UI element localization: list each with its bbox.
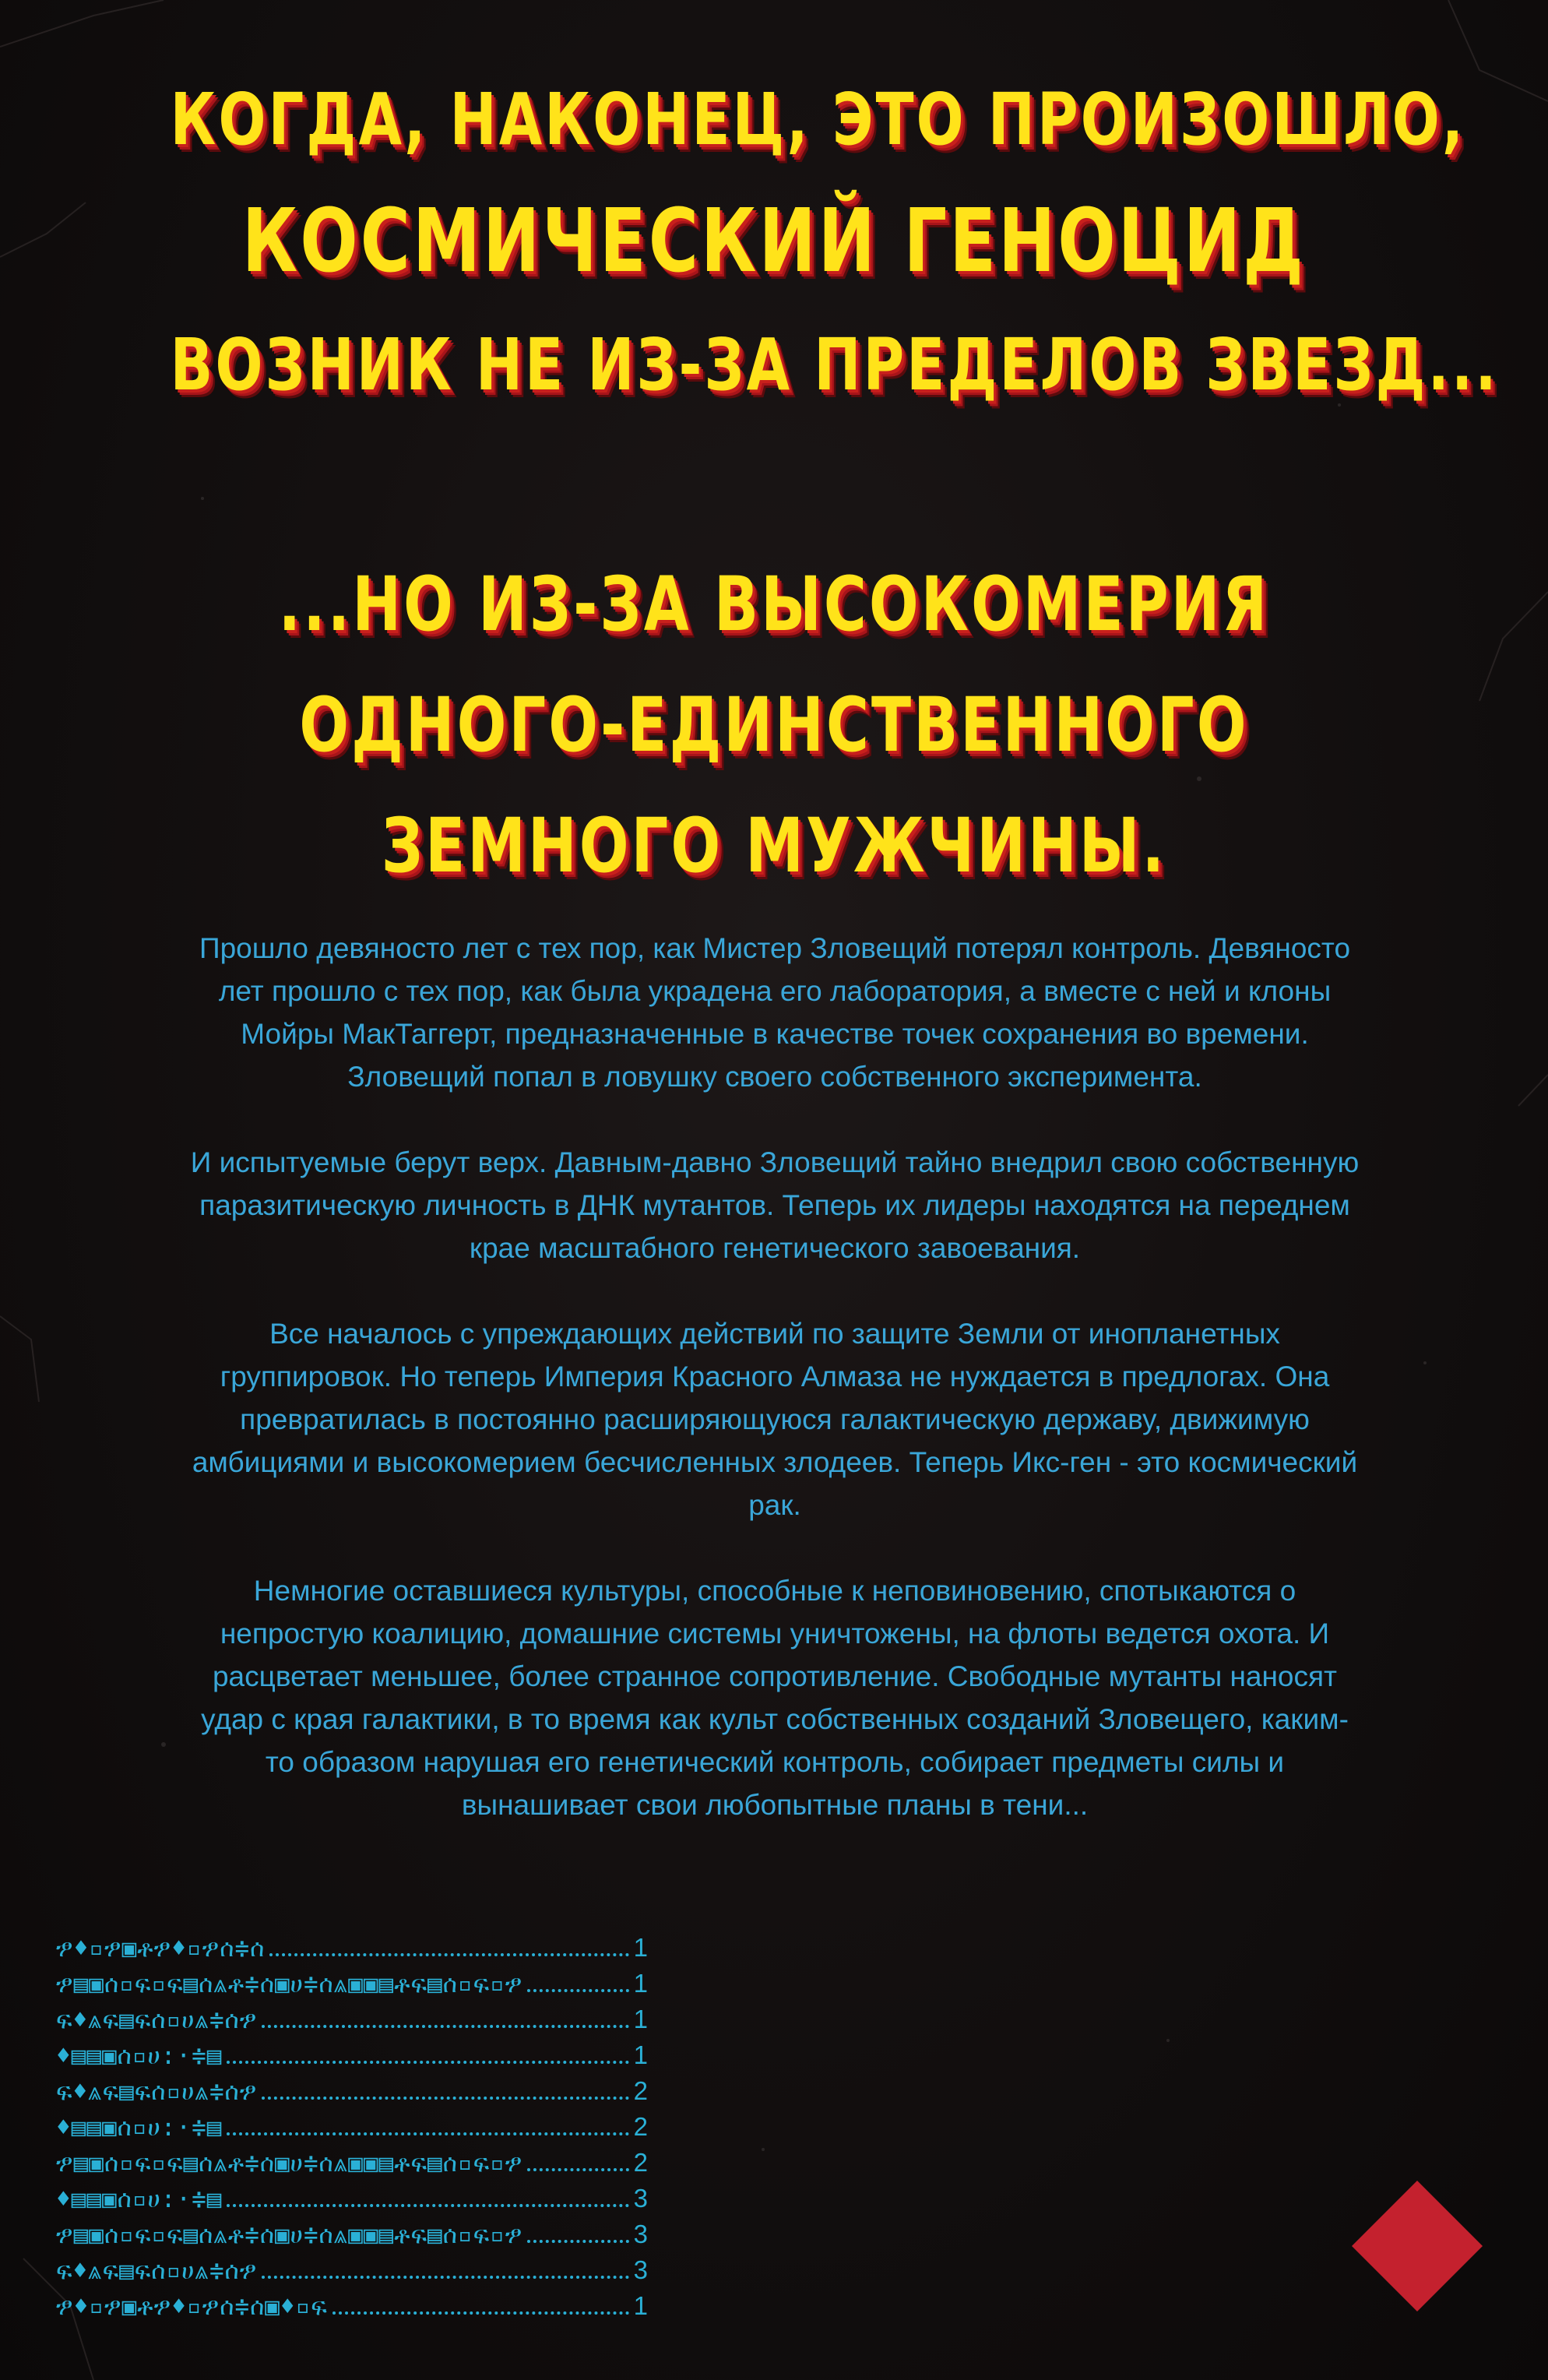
toc-leader-dots xyxy=(332,2291,629,2315)
intro-paragraph-2: И испытуемые берут верх. Давным-давно Зловещий тайно внедрил свою собственную паразитическую личность в ДНК мутантов. Теперь их лидеры находятся на переднем крае масштабного генетического завоевания. xyxy=(190,1146,1360,1264)
toc-leader-dots xyxy=(527,2148,628,2171)
toc-entry xyxy=(56,2148,648,2184)
toc-leader-dots xyxy=(527,1969,628,1992)
intro-paragraph-1: Прошло девяносто лет с тех пор, как Мистер Зловещий потерял контроль. Девяносто лет прошло с тех пор, как была украдена его лаборатория, а вместе с ней и клоны Мойры МакТаггерт, предназначенные в качестве точек сохранения во времени. Зловещий попал в ловушку своего собственного эксперимента. xyxy=(199,932,1351,1093)
toc-entry-code: ♦▤▤▣ሰ▫ሀ:·≑▤ xyxy=(56,2185,223,2213)
toc-leader-dots xyxy=(269,1933,628,1956)
toc-entry-page: 1 xyxy=(633,1933,648,1962)
toc-entry-code: ♦▤▤▣ሰ▫ሀ:·≑▤ xyxy=(56,2042,223,2070)
headline-line-2: КОСМИЧЕСКИЙ ГЕНОЦИД xyxy=(241,191,1307,292)
headline-line-1: КОГДА, НАКОНЕЦ, ЭТО ПРОИЗОШЛО, xyxy=(170,78,1466,161)
toc-entry-page: 2 xyxy=(633,2148,648,2177)
toc-entry-code: ፍ♦⩓ፍ▤ፍሰ▫ሀ⩓≑ሰፇ xyxy=(56,2006,258,2034)
toc-entry-page: 1 xyxy=(633,1969,648,1998)
toc-entry xyxy=(56,2076,648,2112)
toc-entry-page: 3 xyxy=(633,2255,648,2284)
toc-entry-page: 1 xyxy=(633,2291,648,2320)
headline-line-5: ОДНОГО-ЕДИНСТВЕННОГО xyxy=(299,681,1249,769)
toc-entry-code: ፇ▤▣ሰ▫ፍ▫ፍ▤ሰ⩓ቶ≑ሰ▣ሀ≑ሰ⩓▣▣▤ቶፍ▤ሰ▫ፍ▫ፇ xyxy=(56,2221,523,2249)
toc-entry-code: ፍ♦⩓ፍ▤ፍሰ▫ሀ⩓≑ሰፇ xyxy=(56,2257,258,2285)
toc-leader-dots xyxy=(227,2112,628,2135)
toc-leader-dots xyxy=(262,2255,628,2279)
toc-entry xyxy=(56,2220,648,2255)
toc-entry-page: 1 xyxy=(633,2040,648,2069)
toc-entry-page: 1 xyxy=(633,2005,648,2033)
toc-entry-code: ፇ♦▫ፇ▣ቶፇ♦▫ፇሰ≑ሰ xyxy=(56,1935,266,1963)
toc-entry-code: ♦▤▤▣ሰ▫ሀ:·≑▤ xyxy=(56,2114,223,2142)
toc-entry-code: ፍ♦⩓ፍ▤ፍሰ▫ሀ⩓≑ሰፇ xyxy=(56,2078,258,2106)
toc-entry-code: ፇ▤▣ሰ▫ፍ▫ፍ▤ሰ⩓ቶ≑ሰ▣ሀ≑ሰ⩓▣▣▤ቶፍ▤ሰ▫ፍ▫ፇ xyxy=(56,1970,523,1998)
red-diamond-icon xyxy=(1352,2181,1483,2311)
toc-leader-dots xyxy=(227,2040,628,2064)
toc-leader-dots xyxy=(227,2184,628,2207)
toc-entry-page: 3 xyxy=(633,2184,648,2213)
headline-line-3: ВОЗНИК НЕ ИЗ-ЗА ПРЕДЕЛОВ ЗВЕЗД... xyxy=(170,323,1499,407)
toc-entry-page: 2 xyxy=(633,2076,648,2105)
toc-entry-code: ፇ▤▣ሰ▫ፍ▫ፍ▤ሰ⩓ቶ≑ሰ▣ሀ≑ሰ⩓▣▣▤ቶፍ▤ሰ▫ፍ▫ፇ xyxy=(56,2149,523,2178)
headline-line-4: ...НО ИЗ-ЗА ВЫСОКОМЕРИЯ xyxy=(278,561,1270,648)
toc-entry-page: 3 xyxy=(633,2220,648,2248)
toc-entry xyxy=(56,2040,648,2076)
toc-entry-page: 2 xyxy=(633,2112,648,2141)
toc-entry xyxy=(56,2112,648,2148)
intro-paragraph-4: Немногие оставшиеся культуры, способные к неповиновению, спотыкаются о непростую коалицию, домашние системы уничтожены, на флоты ведется охота. И расцветает меньшее, более странное сопротивление. Свободные мутанты наносят удар с края галактики, в то время как культ собственных созданий Зловещего, каким-то образом нарушая его генетический контроль, собирает предметы силы и вынашивает свои любопытные планы в тени... xyxy=(201,1575,1349,1821)
toc-entry xyxy=(56,2291,648,2327)
intro-paragraph-3: Все началось с упреждающих действий по защите Земли от инопланетных группировок. Но теперь Империя Красного Алмаза не нуждается в предлогах. Она превратилась в постоянно расширяющуюся галактическую державу, движимую амбициями и высокомерием бесчисленных злодеев. Теперь Икс-ген - это космический рак. xyxy=(192,1318,1358,1521)
toc-leader-dots xyxy=(527,2220,628,2243)
headline-line-6: ЗЕМНОГО МУЖЧИНЫ. xyxy=(381,802,1167,889)
toc-entry xyxy=(56,2255,648,2291)
toc-leader-dots xyxy=(262,2076,628,2100)
table-of-contents xyxy=(56,1933,648,2327)
toc-entry xyxy=(56,1933,648,1969)
toc-entry xyxy=(56,2184,648,2220)
toc-entry-code: ፇ♦▫ፇ▣ቶፇ♦▫ፇሰ≑ሰ▣♦▫ፍ xyxy=(56,2293,328,2321)
toc-entry xyxy=(56,1969,648,2005)
toc-entry xyxy=(56,2005,648,2040)
toc-leader-dots xyxy=(262,2005,628,2028)
